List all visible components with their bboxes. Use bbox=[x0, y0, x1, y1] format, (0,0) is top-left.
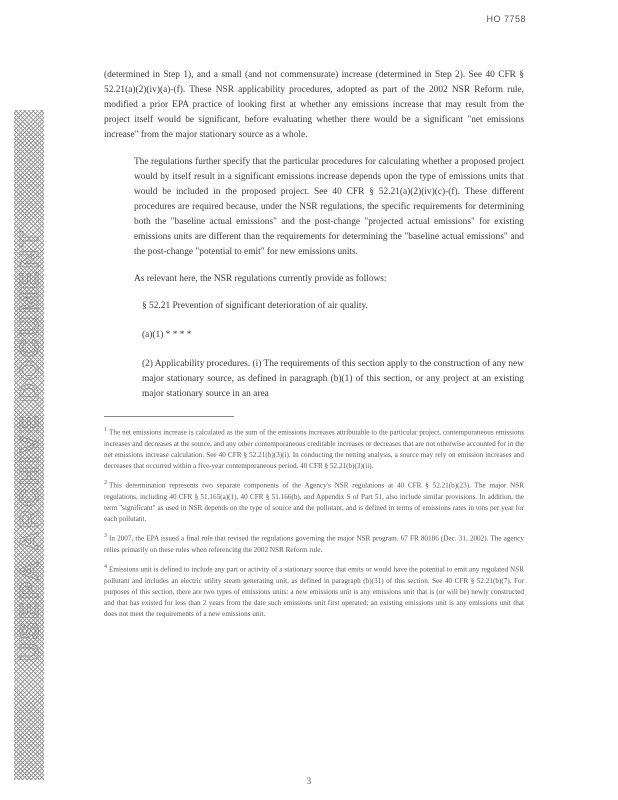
body-paragraph-2: The regulations further specify that the particular procedures for calculating whether a proposed project would by itself result in a significant emissions increase depends upon the type of emissions units that would be included in the proposed project. See 40 CFR § 52.21(a)(2)(iv)(c)-(f). These different procedures are required because, under the NSR regulations, the specific requirements for determining both the "baseline actual emissions" and the post-change "projected actual emissions" for existing emissions units are different than the requirements for determining the "baseline actual emissions" and the post-change "potential to emit" for new emissions units. bbox=[134, 157, 524, 257]
footnote-separator bbox=[104, 416, 234, 417]
quote-section-heading: § 52.21 Prevention of significant deterioration of air quality. bbox=[142, 301, 368, 311]
page-id: HO 7758 bbox=[486, 14, 526, 24]
footnote-3: $^3$ In 2007, the EPA issued a final rule that revised the regulations governing the major NSR program. 67 FR 80186 (Dec. 31, 2002). The agency relies primarily on these rules when referencing the 2002 NSR Reform rule. bbox=[104, 533, 524, 554]
page-number: 3 bbox=[306, 776, 312, 786]
footnote-4: $^4$ Emissions unit is defined to include any part or activity of a stationary source that emits or would have the potential to emit any regulated NSR pollutant and includes an electric utility steam generating unit, as defined in paragraph (b)(31) of this section. See 40 CFR § 52.21(b)(7). For purposes of this section, there are two types of emissions units: a new emissions unit is any emissions unit that is (or will be) newly constructed and that has existed for less than 2 years from the date such emissions unit first operated; an existing emissions unit is any emissions unit that does not meet the requirements of a new emissions unit. bbox=[104, 564, 524, 619]
archive-watermark bbox=[14, 110, 44, 780]
quote-subsection: (a)(1) * * * * bbox=[142, 330, 192, 340]
footnotes bbox=[104, 425, 524, 621]
watermark-text: USEPA ARCHIVE DOCUMENT bbox=[13, 228, 44, 662]
document-body bbox=[104, 68, 524, 627]
quote-applicability: (2) Applicability procedures. (i) The requirements of this section apply to the construction of any new major stationary source, as defined in paragraph (b)(1) of this section, or any project at an existing major stationary source in an area bbox=[142, 359, 524, 399]
body-paragraph-3: As relevant here, the NSR regulations currently provide as follows: bbox=[134, 274, 387, 284]
body-paragraph-1: (determined in Step 1), and a small (and not commensurate) increase (determined in Step 2). See 40 CFR § 52.21(a)(2)(iv)(a)-(f). These NSR applicability procedures, adopted as part of the 2002 NSR Reform rule, modified a prior EPA practice of looking first at whether any emissions increase that may result from the project itself would be significant, before evaluating whether there would be a significant "net emissions increase" from the major stationary source as a whole. bbox=[104, 70, 524, 140]
footnote-2: $^2$ This determination represents two separate components of the Agency's NSR regulations at 40 CFR § 52.21(b)(23). The major NSR regulations, including 40 CFR § 51.165(a)(1), 40 CFR § 51.166(b), and Appendix S of Part 51, also include similar provisions. In addition, the term "significant" as used in NSR depends on the type of source and the pollutant, and is defined in terms of emissions rates in tons per year for each pollutant. bbox=[104, 480, 524, 524]
footnote-1: $^1$ The net emissions increase is calculated as the sum of the emissions increases attributable to the particular project, contemporaneous emissions increases and decreases at the source, and any other contemporaneous creditable increases or decreases that are not otherwise accounted for in the net emissions increase calculation. See 40 CFR § 52.21(b)(3)(i). In conducting the netting analysis, a source may rely on emission increases and decreases that occurred within a five-year contemporaneous period. 40 CFR § 52.21(b)(3)(ii). bbox=[104, 427, 524, 470]
